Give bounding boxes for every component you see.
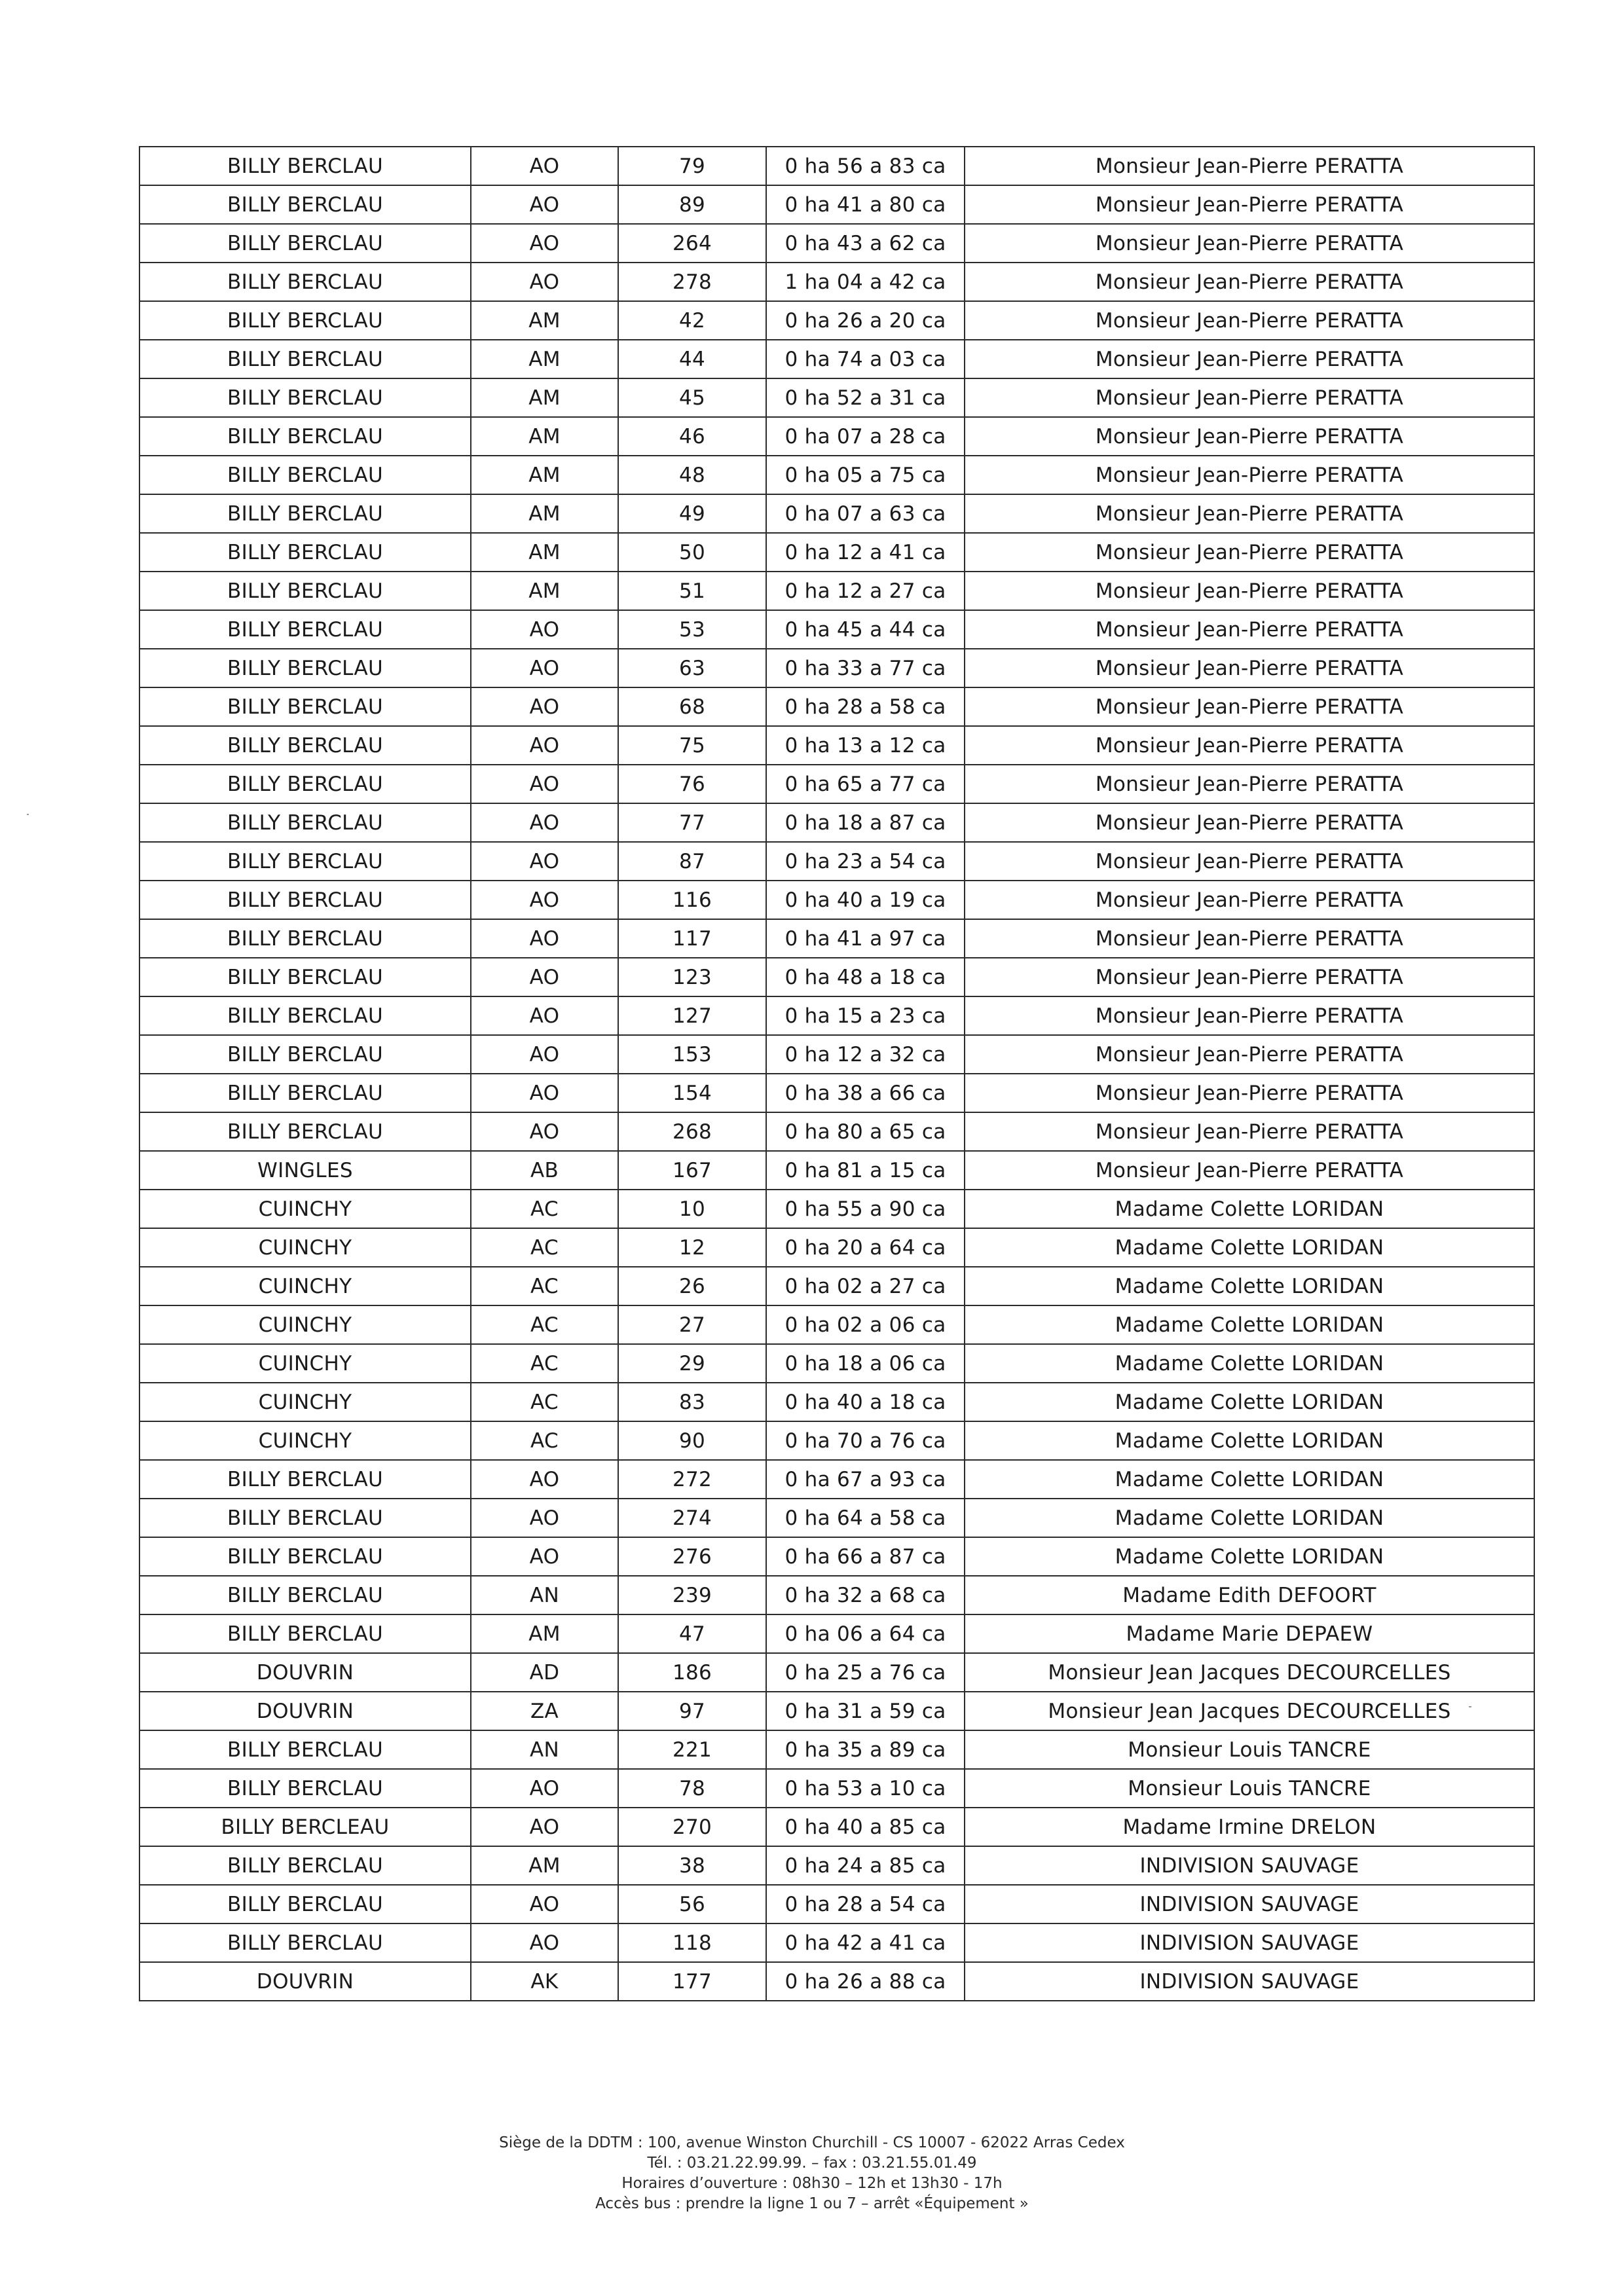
cell-commune: CUINCHY — [139, 1190, 471, 1228]
cell-owner: INDIVISION SAUVAGE — [965, 1846, 1534, 1885]
cell-surface: 0 ha 26 a 20 ca — [766, 301, 965, 340]
table-row — [139, 572, 1534, 610]
footer — [0, 2133, 1624, 2214]
cell-parcel-number: 53 — [618, 610, 766, 649]
cell-commune: BILLY BERCLAU — [139, 1923, 471, 1962]
cell-commune: BILLY BERCLAU — [139, 803, 471, 842]
cell-commune: BILLY BERCLAU — [139, 185, 471, 224]
cell-commune: CUINCHY — [139, 1305, 471, 1344]
cell-commune: BILLY BERCLAU — [139, 417, 471, 456]
table-row — [139, 185, 1534, 224]
cell-owner: Madame Colette LORIDAN — [965, 1228, 1534, 1267]
cell-section: AM — [471, 494, 618, 533]
table-row — [139, 1383, 1534, 1421]
table-row — [139, 842, 1534, 881]
table-row — [139, 340, 1534, 378]
table-row — [139, 417, 1534, 456]
cell-parcel-number: 50 — [618, 533, 766, 572]
cell-parcel-number: 127 — [618, 996, 766, 1035]
cell-parcel-number: 274 — [618, 1499, 766, 1537]
cell-commune: CUINCHY — [139, 1421, 471, 1460]
cell-commune: BILLY BERCLAU — [139, 1035, 471, 1074]
cell-surface: 0 ha 45 a 44 ca — [766, 610, 965, 649]
table-row — [139, 1499, 1534, 1537]
cell-commune: BILLY BERCLAU — [139, 610, 471, 649]
cell-section: AC — [471, 1383, 618, 1421]
cell-owner: Madame Colette LORIDAN — [965, 1537, 1534, 1576]
cell-commune: BILLY BERCLAU — [139, 1576, 471, 1614]
cell-owner: Madame Colette LORIDAN — [965, 1421, 1534, 1460]
cell-surface: 0 ha 67 a 93 ca — [766, 1460, 965, 1499]
cell-surface: 0 ha 40 a 85 ca — [766, 1808, 965, 1846]
cell-parcel-number: 83 — [618, 1383, 766, 1421]
cell-owner: Monsieur Jean Jacques DECOURCELLES — [965, 1653, 1534, 1692]
cell-parcel-number: 177 — [618, 1962, 766, 2001]
table-row — [139, 1885, 1534, 1923]
table-row — [139, 1537, 1534, 1576]
cell-commune: BILLY BERCLAU — [139, 996, 471, 1035]
footer-bus-access: Accès bus : prendre la ligne 1 ou 7 – arrêt «Équipement » — [595, 2195, 1029, 2212]
cell-surface: 0 ha 02 a 06 ca — [766, 1305, 965, 1344]
cell-parcel-number: 51 — [618, 572, 766, 610]
cell-parcel-number: 117 — [618, 919, 766, 958]
cell-parcel-number: 47 — [618, 1614, 766, 1653]
table-row — [139, 881, 1534, 919]
table-row — [139, 1846, 1534, 1885]
cell-owner: Monsieur Jean-Pierre PERATTA — [965, 1074, 1534, 1112]
cell-parcel-number: 78 — [618, 1769, 766, 1808]
cell-surface: 0 ha 48 a 18 ca — [766, 958, 965, 996]
cell-section: AM — [471, 1614, 618, 1653]
table-row — [139, 919, 1534, 958]
table-row — [139, 1923, 1534, 1962]
cell-parcel-number: 118 — [618, 1923, 766, 1962]
table-row — [139, 1421, 1534, 1460]
cell-section: AC — [471, 1228, 618, 1267]
cell-surface: 0 ha 18 a 06 ca — [766, 1344, 965, 1383]
cell-parcel-number: 90 — [618, 1421, 766, 1460]
cell-section: AN — [471, 1730, 618, 1769]
cell-surface: 0 ha 41 a 97 ca — [766, 919, 965, 958]
cell-commune: BILLY BERCLEAU — [139, 1808, 471, 1846]
cell-parcel-number: 48 — [618, 456, 766, 494]
table-row — [139, 533, 1534, 572]
cell-commune: BILLY BERCLAU — [139, 1537, 471, 1576]
cell-section: AO — [471, 803, 618, 842]
cell-parcel-number: 38 — [618, 1846, 766, 1885]
table-row — [139, 1305, 1534, 1344]
table-row — [139, 1228, 1534, 1267]
cell-owner: Madame Edith DEFOORT — [965, 1576, 1534, 1614]
cell-parcel-number: 29 — [618, 1344, 766, 1383]
cell-owner: Monsieur Jean-Pierre PERATTA — [965, 610, 1534, 649]
cell-surface: 0 ha 42 a 41 ca — [766, 1923, 965, 1962]
cell-section: AO — [471, 263, 618, 301]
cell-owner: INDIVISION SAUVAGE — [965, 1923, 1534, 1962]
cell-surface: 0 ha 38 a 66 ca — [766, 1074, 965, 1112]
footer-opening-hours: Horaires d’ouverture : 08h30 – 12h et 13h30 - 17h — [621, 2175, 1003, 2192]
cell-section: AM — [471, 301, 618, 340]
cell-commune: BILLY BERCLAU — [139, 1730, 471, 1769]
table-row — [139, 494, 1534, 533]
cell-owner: INDIVISION SAUVAGE — [965, 1962, 1534, 2001]
cell-commune: DOUVRIN — [139, 1962, 471, 2001]
cell-parcel-number: 49 — [618, 494, 766, 533]
table-row — [139, 726, 1534, 765]
table-row — [139, 996, 1534, 1035]
cell-owner: Monsieur Jean-Pierre PERATTA — [965, 881, 1534, 919]
cell-parcel-number: 56 — [618, 1885, 766, 1923]
table-row — [139, 1190, 1534, 1228]
cell-section: AO — [471, 919, 618, 958]
cell-commune: BILLY BERCLAU — [139, 301, 471, 340]
cell-surface: 0 ha 28 a 54 ca — [766, 1885, 965, 1923]
cell-section: AC — [471, 1344, 618, 1383]
cell-parcel-number: 276 — [618, 1537, 766, 1576]
cell-commune: BILLY BERCLAU — [139, 765, 471, 803]
cell-surface: 0 ha 56 a 83 ca — [766, 147, 965, 185]
cell-commune: BILLY BERCLAU — [139, 456, 471, 494]
cell-surface: 0 ha 06 a 64 ca — [766, 1614, 965, 1653]
cell-owner: Madame Colette LORIDAN — [965, 1383, 1534, 1421]
parcel-table-body — [139, 147, 1534, 2001]
cell-owner: Monsieur Jean-Pierre PERATTA — [965, 649, 1534, 687]
cell-surface: 0 ha 55 a 90 ca — [766, 1190, 965, 1228]
cell-parcel-number: 153 — [618, 1035, 766, 1074]
cell-commune: BILLY BERCLAU — [139, 533, 471, 572]
table-row — [139, 803, 1534, 842]
cell-parcel-number: 264 — [618, 224, 766, 263]
cell-parcel-number: 154 — [618, 1074, 766, 1112]
cell-section: AO — [471, 1537, 618, 1576]
table-row — [139, 224, 1534, 263]
cell-surface: 0 ha 23 a 54 ca — [766, 842, 965, 881]
cell-section: AO — [471, 610, 618, 649]
cell-commune: BILLY BERCLAU — [139, 649, 471, 687]
table-row — [139, 687, 1534, 726]
cell-surface: 0 ha 40 a 19 ca — [766, 881, 965, 919]
cell-section: AC — [471, 1305, 618, 1344]
cell-surface: 0 ha 35 a 89 ca — [766, 1730, 965, 1769]
cell-owner: Monsieur Jean-Pierre PERATTA — [965, 340, 1534, 378]
cell-owner: Monsieur Jean-Pierre PERATTA — [965, 803, 1534, 842]
cell-surface: 0 ha 12 a 32 ca — [766, 1035, 965, 1074]
cell-owner: Monsieur Jean-Pierre PERATTA — [965, 263, 1534, 301]
cell-owner: Monsieur Jean-Pierre PERATTA — [965, 224, 1534, 263]
cell-parcel-number: 221 — [618, 1730, 766, 1769]
cell-parcel-number: 26 — [618, 1267, 766, 1305]
cell-commune: BILLY BERCLAU — [139, 263, 471, 301]
cell-section: AO — [471, 1035, 618, 1074]
cell-section: AO — [471, 185, 618, 224]
cell-owner: Monsieur Jean-Pierre PERATTA — [965, 456, 1534, 494]
cell-parcel-number: 167 — [618, 1151, 766, 1190]
cell-section: AO — [471, 1499, 618, 1537]
cell-section: AO — [471, 649, 618, 687]
cell-surface: 0 ha 74 a 03 ca — [766, 340, 965, 378]
table-row — [139, 1344, 1534, 1383]
cell-surface: 0 ha 26 a 88 ca — [766, 1962, 965, 2001]
cell-section: AM — [471, 417, 618, 456]
table-row — [139, 1730, 1534, 1769]
cell-owner: Monsieur Jean-Pierre PERATTA — [965, 1112, 1534, 1151]
cell-surface: 0 ha 13 a 12 ca — [766, 726, 965, 765]
cell-owner: Monsieur Jean-Pierre PERATTA — [965, 919, 1534, 958]
cell-parcel-number: 12 — [618, 1228, 766, 1267]
cell-commune: CUINCHY — [139, 1228, 471, 1267]
cell-commune: CUINCHY — [139, 1383, 471, 1421]
cell-parcel-number: 10 — [618, 1190, 766, 1228]
cell-commune: BILLY BERCLAU — [139, 378, 471, 417]
cell-section: AC — [471, 1421, 618, 1460]
cell-section: AO — [471, 1112, 618, 1151]
cell-section: AO — [471, 1460, 618, 1499]
parcel-table-container — [139, 146, 1534, 2001]
cell-owner: Madame Colette LORIDAN — [965, 1499, 1534, 1537]
cell-surface: 0 ha 12 a 41 ca — [766, 533, 965, 572]
cell-parcel-number: 42 — [618, 301, 766, 340]
cell-surface: 0 ha 24 a 85 ca — [766, 1846, 965, 1885]
cell-section: AM — [471, 378, 618, 417]
cell-section: AM — [471, 572, 618, 610]
cell-commune: WINGLES — [139, 1151, 471, 1190]
cell-surface: 0 ha 28 a 58 ca — [766, 687, 965, 726]
cell-section: AO — [471, 726, 618, 765]
table-row — [139, 1962, 1534, 2001]
cell-owner: Monsieur Jean-Pierre PERATTA — [965, 494, 1534, 533]
cell-surface: 0 ha 43 a 62 ca — [766, 224, 965, 263]
cell-commune: BILLY BERCLAU — [139, 572, 471, 610]
cell-section: AO — [471, 1074, 618, 1112]
cell-owner: Madame Colette LORIDAN — [965, 1305, 1534, 1344]
cell-surface: 0 ha 15 a 23 ca — [766, 996, 965, 1035]
cell-surface: 0 ha 12 a 27 ca — [766, 572, 965, 610]
cell-section: AO — [471, 1923, 618, 1962]
cell-commune: BILLY BERCLAU — [139, 1846, 471, 1885]
table-row — [139, 1074, 1534, 1112]
cell-commune: BILLY BERCLAU — [139, 687, 471, 726]
cell-owner: Monsieur Jean-Pierre PERATTA — [965, 765, 1534, 803]
cell-surface: 0 ha 64 a 58 ca — [766, 1499, 965, 1537]
cell-section: ZA — [471, 1692, 618, 1730]
scan-speck — [27, 814, 29, 815]
cell-owner: Monsieur Louis TANCRE — [965, 1730, 1534, 1769]
cell-owner: Monsieur Jean-Pierre PERATTA — [965, 1035, 1534, 1074]
cell-commune: BILLY BERCLAU — [139, 340, 471, 378]
cell-commune: BILLY BERCLAU — [139, 224, 471, 263]
cell-commune: BILLY BERCLAU — [139, 842, 471, 881]
cell-surface: 0 ha 07 a 63 ca — [766, 494, 965, 533]
cell-parcel-number: 63 — [618, 649, 766, 687]
cell-parcel-number: 79 — [618, 147, 766, 185]
cell-surface: 1 ha 04 a 42 ca — [766, 263, 965, 301]
cell-section: AO — [471, 1769, 618, 1808]
footer-address: Siège de la DDTM : 100, avenue Winston Churchill - CS 10007 - 62022 Arras Cedex — [499, 2134, 1125, 2151]
cell-owner: Monsieur Jean-Pierre PERATTA — [965, 687, 1534, 726]
cell-commune: CUINCHY — [139, 1267, 471, 1305]
cell-owner: Madame Colette LORIDAN — [965, 1267, 1534, 1305]
table-row — [139, 958, 1534, 996]
cell-surface: 0 ha 52 a 31 ca — [766, 378, 965, 417]
cell-owner: Madame Marie DEPAEW — [965, 1614, 1534, 1653]
cell-owner: INDIVISION SAUVAGE — [965, 1885, 1534, 1923]
cell-parcel-number: 75 — [618, 726, 766, 765]
cell-section: AC — [471, 1267, 618, 1305]
cell-owner: Monsieur Jean-Pierre PERATTA — [965, 301, 1534, 340]
cell-owner: Monsieur Jean-Pierre PERATTA — [965, 572, 1534, 610]
cell-parcel-number: 87 — [618, 842, 766, 881]
cell-parcel-number: 239 — [618, 1576, 766, 1614]
cell-surface: 0 ha 20 a 64 ca — [766, 1228, 965, 1267]
table-row — [139, 1614, 1534, 1653]
cell-surface: 0 ha 70 a 76 ca — [766, 1421, 965, 1460]
cell-surface: 0 ha 31 a 59 ca — [766, 1692, 965, 1730]
cell-owner: Monsieur Jean Jacques DECOURCELLES — [965, 1692, 1534, 1730]
cell-owner: Madame Colette LORIDAN — [965, 1190, 1534, 1228]
cell-commune: BILLY BERCLAU — [139, 147, 471, 185]
cell-parcel-number: 268 — [618, 1112, 766, 1151]
parcel-table — [139, 146, 1535, 2001]
cell-surface: 0 ha 53 a 10 ca — [766, 1769, 965, 1808]
cell-owner: Monsieur Jean-Pierre PERATTA — [965, 996, 1534, 1035]
cell-commune: CUINCHY — [139, 1344, 471, 1383]
cell-section: AO — [471, 958, 618, 996]
cell-parcel-number: 27 — [618, 1305, 766, 1344]
cell-section: AO — [471, 881, 618, 919]
table-row — [139, 1035, 1534, 1074]
cell-section: AN — [471, 1576, 618, 1614]
cell-owner: Madame Colette LORIDAN — [965, 1460, 1534, 1499]
cell-section: AM — [471, 1846, 618, 1885]
table-row — [139, 610, 1534, 649]
cell-owner: Monsieur Jean-Pierre PERATTA — [965, 842, 1534, 881]
cell-surface: 0 ha 32 a 68 ca — [766, 1576, 965, 1614]
cell-section: AB — [471, 1151, 618, 1190]
footer-phone-fax: Tél. : 03.21.22.99.99. – fax : 03.21.55.01.49 — [647, 2155, 977, 2172]
cell-section: AO — [471, 1885, 618, 1923]
cell-commune: BILLY BERCLAU — [139, 1460, 471, 1499]
cell-commune: BILLY BERCLAU — [139, 1074, 471, 1112]
cell-parcel-number: 45 — [618, 378, 766, 417]
cell-owner: Monsieur Jean-Pierre PERATTA — [965, 147, 1534, 185]
cell-commune: BILLY BERCLAU — [139, 919, 471, 958]
cell-section: AO — [471, 687, 618, 726]
table-row — [139, 1460, 1534, 1499]
cell-owner: Monsieur Jean-Pierre PERATTA — [965, 726, 1534, 765]
cell-section: AM — [471, 340, 618, 378]
cell-section: AO — [471, 765, 618, 803]
cell-surface: 0 ha 33 a 77 ca — [766, 649, 965, 687]
cell-commune: BILLY BERCLAU — [139, 958, 471, 996]
cell-parcel-number: 44 — [618, 340, 766, 378]
cell-section: AO — [471, 224, 618, 263]
table-row — [139, 301, 1534, 340]
cell-owner: Monsieur Jean-Pierre PERATTA — [965, 417, 1534, 456]
cell-section: AM — [471, 456, 618, 494]
cell-section: AC — [471, 1190, 618, 1228]
table-row — [139, 649, 1534, 687]
table-row — [139, 456, 1534, 494]
cell-section: AO — [471, 996, 618, 1035]
cell-parcel-number: 116 — [618, 881, 766, 919]
cell-parcel-number: 272 — [618, 1460, 766, 1499]
cell-parcel-number: 68 — [618, 687, 766, 726]
cell-owner: Monsieur Jean-Pierre PERATTA — [965, 1151, 1534, 1190]
cell-owner: Madame Colette LORIDAN — [965, 1344, 1534, 1383]
cell-commune: BILLY BERCLAU — [139, 1769, 471, 1808]
cell-surface: 0 ha 80 a 65 ca — [766, 1112, 965, 1151]
cell-parcel-number: 76 — [618, 765, 766, 803]
cell-section: AM — [471, 533, 618, 572]
cell-section: AO — [471, 1808, 618, 1846]
cell-owner: Monsieur Jean-Pierre PERATTA — [965, 378, 1534, 417]
table-row — [139, 1576, 1534, 1614]
cell-parcel-number: 97 — [618, 1692, 766, 1730]
cell-surface: 0 ha 18 a 87 ca — [766, 803, 965, 842]
cell-owner: Monsieur Jean-Pierre PERATTA — [965, 185, 1534, 224]
cell-commune: DOUVRIN — [139, 1653, 471, 1692]
cell-surface: 0 ha 25 a 76 ca — [766, 1653, 965, 1692]
cell-parcel-number: 123 — [618, 958, 766, 996]
table-row — [139, 765, 1534, 803]
table-row — [139, 378, 1534, 417]
cell-commune: BILLY BERCLAU — [139, 726, 471, 765]
cell-surface: 0 ha 05 a 75 ca — [766, 456, 965, 494]
cell-parcel-number: 46 — [618, 417, 766, 456]
table-row — [139, 1267, 1534, 1305]
cell-commune: BILLY BERCLAU — [139, 1112, 471, 1151]
cell-parcel-number: 270 — [618, 1808, 766, 1846]
cell-parcel-number: 278 — [618, 263, 766, 301]
table-row — [139, 1769, 1534, 1808]
cell-surface: 0 ha 41 a 80 ca — [766, 185, 965, 224]
table-row — [139, 1808, 1534, 1846]
cell-commune: BILLY BERCLAU — [139, 1614, 471, 1653]
cell-section: AD — [471, 1653, 618, 1692]
cell-surface: 0 ha 81 a 15 ca — [766, 1151, 965, 1190]
cell-surface: 0 ha 02 a 27 ca — [766, 1267, 965, 1305]
cell-commune: BILLY BERCLAU — [139, 1885, 471, 1923]
table-row — [139, 1692, 1534, 1730]
cell-surface: 0 ha 07 a 28 ca — [766, 417, 965, 456]
cell-surface: 0 ha 66 a 87 ca — [766, 1537, 965, 1576]
cell-owner: Monsieur Louis TANCRE — [965, 1769, 1534, 1808]
cell-parcel-number: 186 — [618, 1653, 766, 1692]
cell-owner: Monsieur Jean-Pierre PERATTA — [965, 533, 1534, 572]
cell-commune: BILLY BERCLAU — [139, 1499, 471, 1537]
table-row — [139, 1112, 1534, 1151]
cell-owner: Monsieur Jean-Pierre PERATTA — [965, 958, 1534, 996]
cell-surface: 0 ha 40 a 18 ca — [766, 1383, 965, 1421]
table-row — [139, 1653, 1534, 1692]
cell-parcel-number: 77 — [618, 803, 766, 842]
cell-parcel-number: 89 — [618, 185, 766, 224]
cell-section: AO — [471, 147, 618, 185]
cell-surface: 0 ha 65 a 77 ca — [766, 765, 965, 803]
table-row — [139, 147, 1534, 185]
cell-commune: BILLY BERCLAU — [139, 881, 471, 919]
cell-section: AK — [471, 1962, 618, 2001]
cell-section: AO — [471, 842, 618, 881]
cell-commune: BILLY BERCLAU — [139, 494, 471, 533]
cell-owner: Madame Irmine DRELON — [965, 1808, 1534, 1846]
table-row — [139, 263, 1534, 301]
table-row — [139, 1151, 1534, 1190]
cell-commune: DOUVRIN — [139, 1692, 471, 1730]
